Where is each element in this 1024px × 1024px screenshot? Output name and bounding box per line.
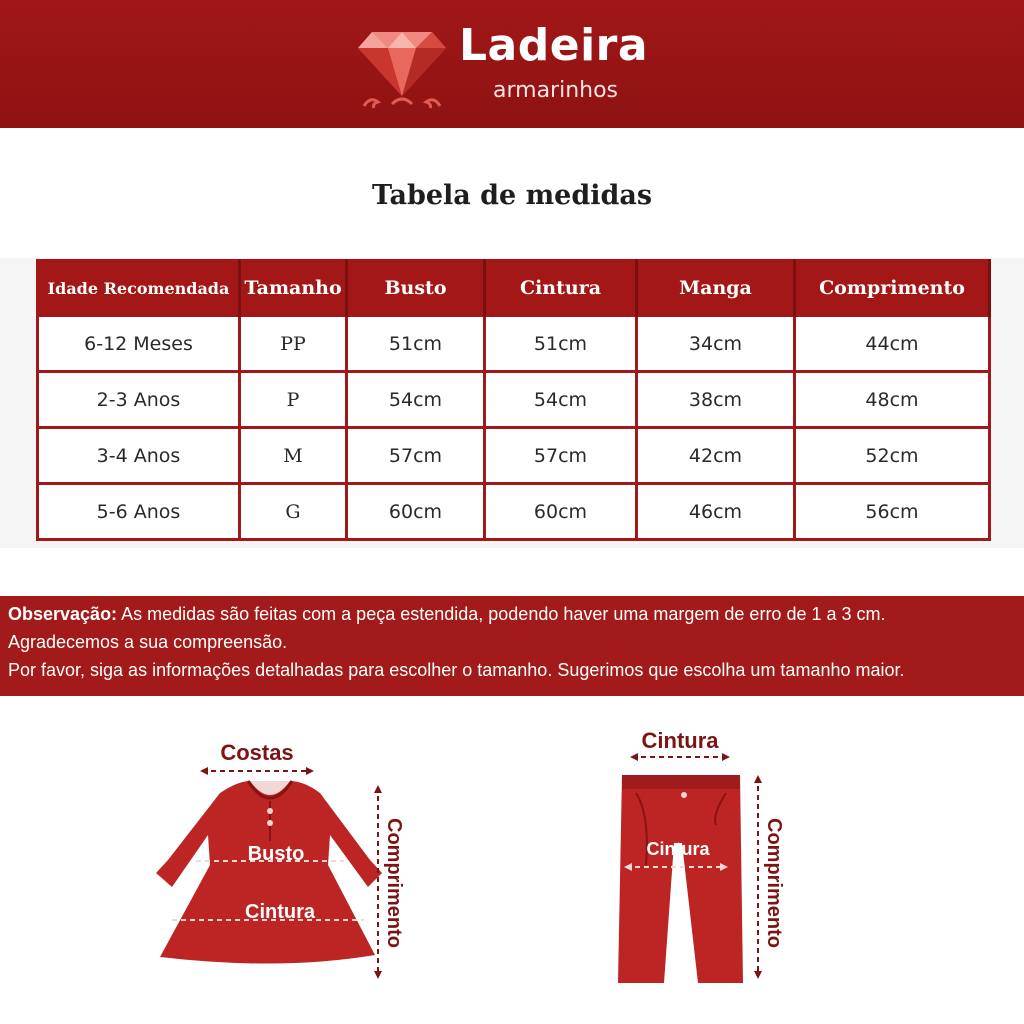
cell-manga: 38cm (637, 372, 795, 428)
note-line-3: Por favor, siga as informações detalhadas para escolher o tamanho. Sugerimos que escolha um tamanho maior. (8, 660, 905, 680)
cell-manga: 34cm (637, 316, 795, 372)
pants-diagram (580, 715, 800, 1015)
pants-comprimento-label: Comprimento (763, 818, 785, 948)
cell-busto: 51cm (347, 316, 485, 372)
cell-comprimento: 48cm (795, 372, 990, 428)
table-row (38, 372, 990, 428)
dress-diagram (120, 715, 430, 1015)
diamond-logo-icon (350, 26, 454, 110)
note-line-1 (8, 600, 1024, 628)
cell-comprimento: 52cm (795, 428, 990, 484)
page-title: Tabela de medidas (371, 180, 653, 211)
cell-idade: 5-6 Anos (38, 484, 240, 540)
note-label: Observação: (8, 604, 118, 624)
cell-busto: 57cm (347, 428, 485, 484)
brand-subtitle: armarinhos (493, 78, 619, 103)
cell-idade: 6-12 Meses (38, 316, 240, 372)
table-row (38, 428, 990, 484)
cell-tamanho: G (240, 484, 347, 540)
header-comprimento: Comprimento (795, 261, 990, 316)
cell-comprimento: 56cm (795, 484, 990, 540)
observation-note (0, 596, 1024, 696)
note-line-2: Agradecemos a sua compreensão. (8, 632, 288, 652)
header-busto: Busto (347, 261, 485, 316)
cell-cintura: 60cm (485, 484, 637, 540)
dress-busto-label: Busto (247, 843, 305, 865)
cell-busto: 54cm (347, 372, 485, 428)
cell-tamanho: P (240, 372, 347, 428)
cell-manga: 46cm (637, 484, 795, 540)
cell-comprimento: 44cm (795, 316, 990, 372)
cell-tamanho: PP (240, 316, 347, 372)
cell-cintura: 51cm (485, 316, 637, 372)
brand-name: Ladeira (459, 20, 649, 71)
cell-cintura: 54cm (485, 372, 637, 428)
cell-idade: 2-3 Anos (38, 372, 240, 428)
size-table (36, 259, 991, 541)
dress-costas-label: Costas (220, 740, 294, 765)
note-text-1: As medidas são feitas com a peça estendida, podendo haver uma margem de erro de 1 a 3 cm. (117, 604, 886, 624)
table-row (38, 316, 990, 372)
header-cintura: Cintura (485, 261, 637, 316)
table-row (38, 484, 990, 540)
pants-cintura-bottom-label: Cintura (646, 839, 710, 859)
cell-idade: 3-4 Anos (38, 428, 240, 484)
header-tamanho: Tamanho (240, 261, 347, 316)
dress-comprimento-label: Comprimento (383, 818, 405, 948)
cell-cintura: 57cm (485, 428, 637, 484)
pants-cintura-top-label: Cintura (641, 728, 719, 753)
header-idade: Idade Recomendada (38, 261, 240, 316)
cell-busto: 60cm (347, 484, 485, 540)
cell-manga: 42cm (637, 428, 795, 484)
dress-illustration (156, 781, 382, 964)
table-header-row (38, 261, 990, 316)
header-manga: Manga (637, 261, 795, 316)
cell-tamanho: M (240, 428, 347, 484)
brand-header (0, 0, 1024, 128)
dress-cintura-label: Cintura (245, 901, 315, 923)
pants-illustration (618, 775, 743, 983)
